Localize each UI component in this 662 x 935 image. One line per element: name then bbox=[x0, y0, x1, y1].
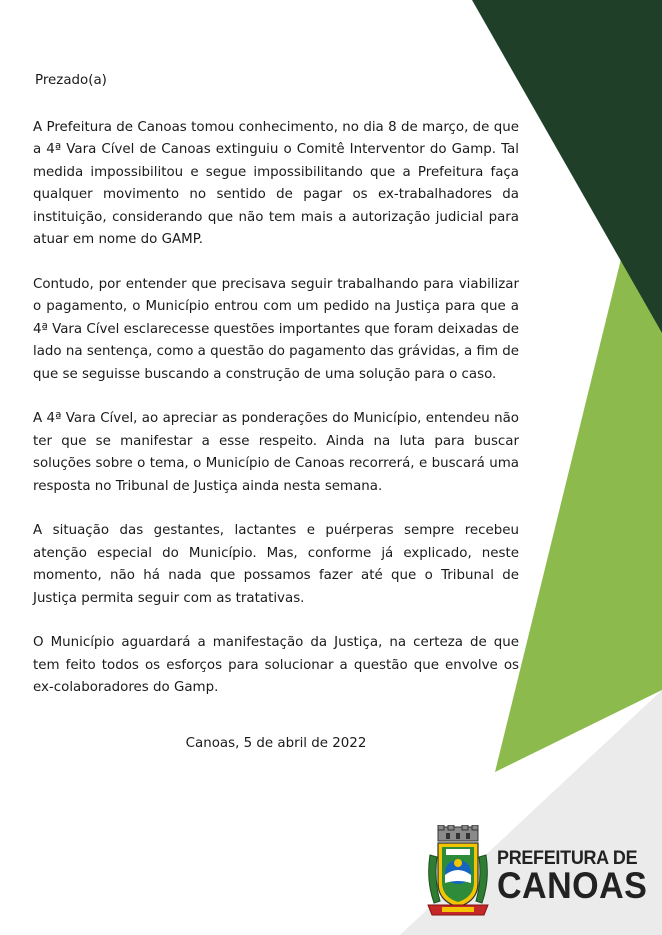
greeting: Prezado(a) bbox=[35, 73, 107, 88]
logo-text-prefeitura: PREFEITURA DE bbox=[497, 847, 638, 869]
logo-text-canoas: CANOAS bbox=[497, 865, 648, 906]
letter-date: Canoas, 5 de abril de 2022 bbox=[185, 736, 367, 751]
paragraph-4: A situação das gestantes, lactantes e puérperas sempre recebeu atenção especial do Município. Mas, conforme já explicado, neste momento, não há nada que possamos fazer até que o Tribunal de Justiça permita seguir com as tratativas. bbox=[33, 523, 519, 606]
prefeitura-logo bbox=[424, 825, 652, 920]
paragraph-5: O Município aguardará a manifestação da Justiça, na certeza de que tem feito todos os esforços para solucionar a questão que envolve os ex-colaboradores do Gamp. bbox=[33, 635, 519, 695]
paragraph-2: Contudo, por entender que precisava seguir trabalhando para viabilizar o pagamento, o Município entrou com um pedido na Justiça para que a 4ª Vara Cível esclarecesse questões importantes que foram deixadas de lado na sentença, como a questão do pagamento das grávidas, a fim de que se seguisse buscando a construção de uma solução para o caso. bbox=[33, 276, 519, 382]
letter-body bbox=[33, 70, 519, 722]
paragraph-1: A Prefeitura de Canoas tomou conhecimento, no dia 8 de março, de que a 4ª Vara Cível de Canoas extinguiu o Comitê Interventor do Gamp. Tal medida impossibilitou e segue impossibilitando que a Prefeitura faça qualquer movimento no sentido de pagar os ex-trabalhadores da instituição, considerando que não tem mais a autorização judicial para atuar em nome do GAMP. bbox=[33, 119, 519, 247]
paragraph-3: A 4ª Vara Cível, ao apreciar as ponderações do Município, entendeu não ter que se manifestar a esse respeito. Ainda na luta para buscar soluções sobre o tema, o Município de Canoas recorrerá, e buscará uma resposta no Tribunal de Justiça ainda nesta semana. bbox=[33, 411, 519, 494]
coat-of-arms-icon bbox=[424, 825, 492, 920]
